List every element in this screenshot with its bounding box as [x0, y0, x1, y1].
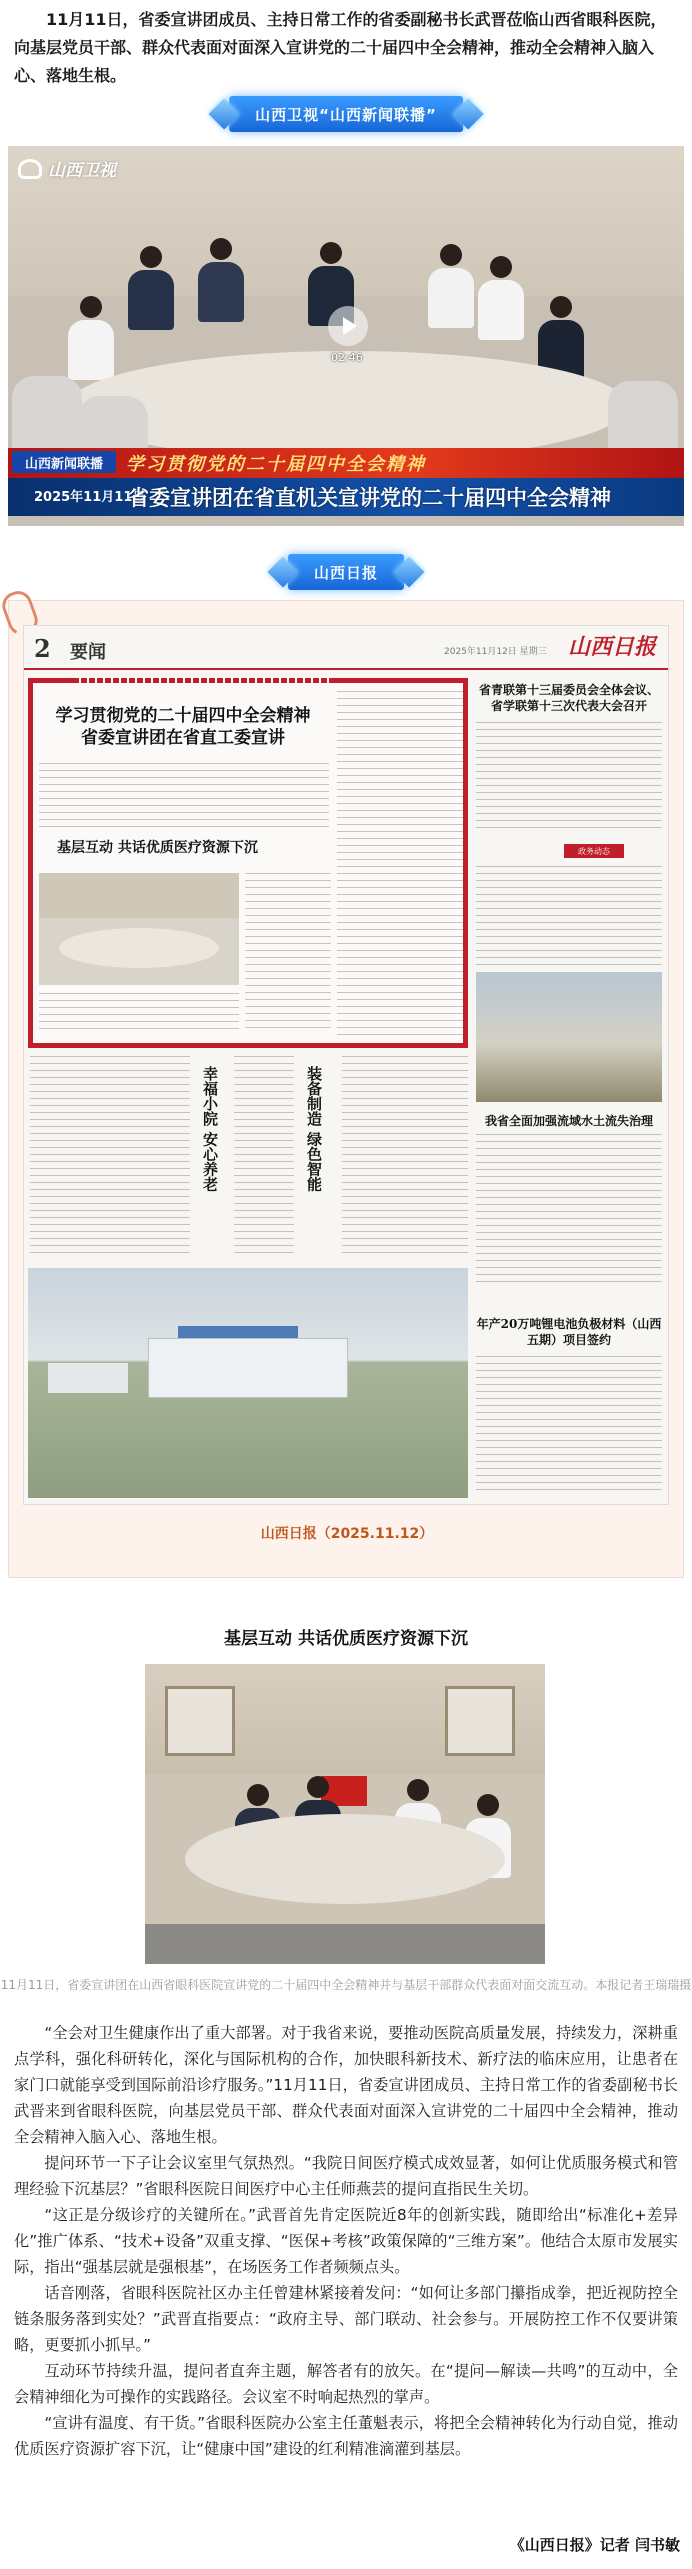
lead-article-title: 学习贯彻党的二十届四中全会精神 省委宣讲团在省直工委宣讲 [55, 706, 311, 748]
video-duration: 02:46 [331, 351, 363, 364]
tv-station-logo [18, 156, 116, 181]
article-body-text [476, 866, 662, 966]
video-lower-third [8, 448, 684, 526]
newspaper-caption: 山西日报（2025.11.12） [260, 1526, 434, 1542]
newspaper-name: 山西日报 [567, 634, 656, 660]
article-body-text [337, 691, 463, 1041]
video-person [68, 296, 114, 386]
highlight-stripe [73, 678, 333, 683]
video-slogan: 学习贯彻党的二十届四中全会精神 [126, 454, 426, 475]
vertical-headline-1: 幸福小院 安心养老 [201, 1066, 219, 1192]
right-article-title: 省青联第十三届委员会全体会议、省学联第十三次代表大会召开 [478, 683, 659, 713]
video-person [198, 238, 244, 328]
news-tag: 政务动态 [564, 844, 624, 858]
section-label-newspaper [278, 554, 414, 590]
article-body-text [39, 763, 329, 827]
video-conference-table [68, 351, 628, 461]
article-paragraph: “这正是分级诊疗的关键所在。”武晋首先肯定医院近8年的创新实践，随即给出“标准化+差异化”推广体系、“技术+设备”双重支撑、“医保+考核”政策保障的“三维方案”。他结合太原市发展实际，指出“强基层就是强根基”，在场医务工作者频频点头。 [14, 2206, 678, 2276]
page-section: 要闻 [70, 642, 106, 663]
right-mid-title: 我省全面加强流域水土流失治理 [484, 1114, 653, 1128]
article-body-text [30, 1056, 190, 1256]
video-person [478, 256, 524, 346]
video-person [428, 244, 474, 334]
page-meta: 2025年11月12日 星期三 [444, 647, 547, 657]
intro-paragraph: 11月11日，省委宣讲团成员、主持日常工作的省委副秘书长武晋莅临山西省眼科医院，向基层党员干部、群众代表面对面深入宣讲党的二十届四中全会精神，推动全会精神入脑入心、落地生根。 [14, 10, 667, 85]
article-paragraph: “全会对卫生健康作出了重大部署。对于我省来说，要推动医院高质量发展，持续发力，深耕重点学科，强化科研转化，深化与国际机构的合作，加快眼科新技术、新疗法的临床应用，让患者在家门口就能享受到国际前沿诊疗服务。”11月11日，省委宣讲团成员、主持日常工作的省委副秘书长武晋来到省眼科医院，向基层党员干部、群众代表面对面深入宣讲党的二十届四中全会精神，推动全会精神入脑入心、落地生根。 [14, 2024, 678, 2146]
photo-table [185, 1814, 505, 1904]
vertical-headline-2: 装备制造 绿色智能 [305, 1066, 323, 1192]
article-body [14, 2020, 678, 2462]
article-photo [145, 1664, 545, 1964]
photo-caption: 11月11日，省委宣讲团在山西省眼科医院宣讲党的二十届四中全会精神并与基层干部群众代表面对面交流互动。本报记者王瑞瑞摄 [0, 1978, 692, 1992]
newspaper-masthead [24, 626, 668, 670]
play-icon[interactable] [328, 306, 368, 346]
article-title: 基层互动 共话优质医疗资源下沉 [224, 1629, 468, 1649]
lead-article-photo [39, 873, 239, 985]
article-body-text [476, 1134, 662, 1284]
program-name: 山西新闻联播 [12, 451, 116, 473]
tv-logo-text: 山西卫视 [48, 161, 116, 181]
article-paragraph: “宣讲有温度、有干货。”省眼科医院办公室主任董魁表示，将把全会精神转化为行动自觉，推动优质医疗资源扩容下沉，让“健康中国”建设的红利精准滴灌到基层。 [14, 2414, 678, 2458]
article-body-text [234, 1056, 294, 1256]
article-body-text [245, 873, 331, 1033]
section-label-text: 山西卫视“山西新闻联播” [229, 96, 463, 132]
news-video-player[interactable] [8, 146, 684, 526]
article-paragraph: 提问环节一下子让会议室里气氛热烈。“我院日间医疗模式成效显著，如何让优质服务模式和管理经验下沉基层？”省眼科医院日间医疗中心主任师燕芸的提问直指民生关切。 [14, 2154, 678, 2198]
lead-article-subtitle: 基层互动 共话优质医疗资源下沉 [57, 840, 258, 856]
industrial-park-photo [28, 1268, 468, 1498]
newspaper-page[interactable] [23, 625, 669, 1505]
video-person [128, 246, 174, 336]
photo-foreground-chairs [145, 1924, 545, 1964]
highlighted-article [28, 678, 468, 1048]
great-wall-photo [476, 972, 662, 1102]
article-body-text [476, 1356, 662, 1496]
article-paragraph: 互动环节持续升温，提问者直奔主题，解答者有的放矢。在“提问—解读—共鸣”的互动中，全会精神细化为可操作的实践路径。会议室不时响起热烈的掌声。 [14, 2362, 678, 2406]
article-paragraph: 话音刚落，省眼科医院社区办主任曾建林紧接着发问：“如何让多部门攥指成拳，把近视防控全链条服务落到实处？”武晋直指要点：“政府主导、部门联动、社会参与。开展防控工作不仅要讲策略，更要抓小抓早。” [14, 2284, 678, 2354]
section-label-tv [219, 96, 473, 132]
right-bottom-title: 年产20万吨锂电池负极材料（山西五期）项目签约 [476, 1317, 662, 1347]
section-label-text: 山西日报 [288, 554, 404, 590]
article-body-text [342, 1056, 468, 1256]
tv-logo-icon [18, 159, 42, 179]
newspaper-clipping [8, 600, 684, 1578]
video-headline: 省委宣讲团在省直机关宣讲党的二十届四中全会精神 [128, 486, 611, 510]
article-body-text [39, 993, 239, 1033]
article-body-text [476, 722, 662, 832]
video-date: 2025年11月11日 [34, 490, 146, 505]
article-byline: 《山西日报》记者 闫书敏 [509, 2536, 680, 2554]
page-number: 2 [34, 634, 51, 663]
